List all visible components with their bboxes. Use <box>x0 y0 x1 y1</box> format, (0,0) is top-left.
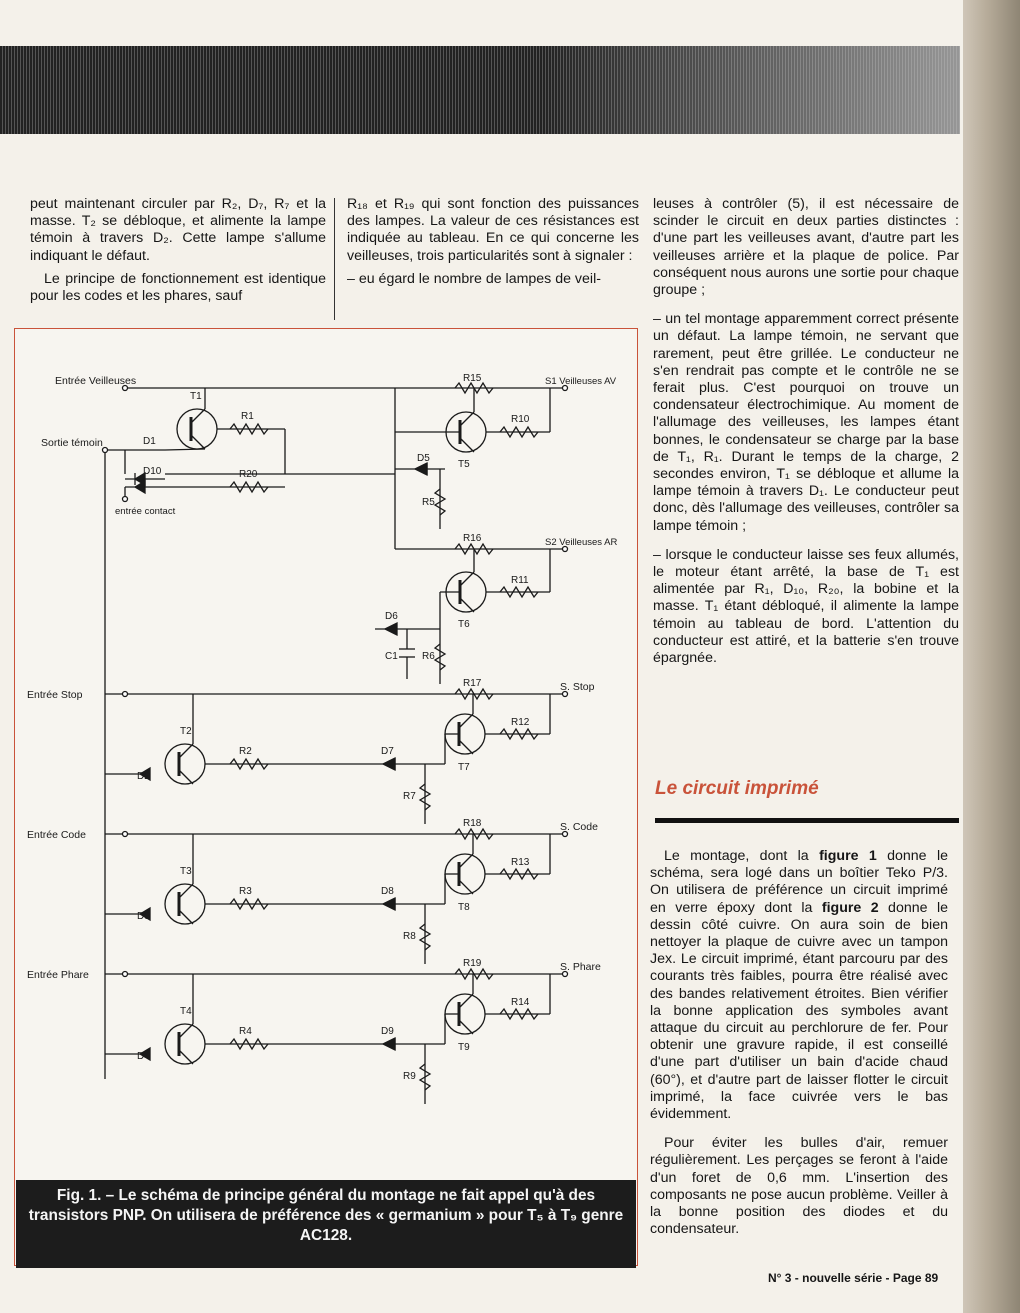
svg-text:T8: T8 <box>458 902 470 913</box>
svg-text:D3: D3 <box>137 911 150 922</box>
svg-text:D1: D1 <box>143 436 156 447</box>
svg-text:R20: R20 <box>239 469 258 480</box>
svg-text:D2: D2 <box>137 771 150 782</box>
label-entree-stop: Entrée Stop <box>27 689 83 701</box>
svg-text:T9: T9 <box>458 1042 470 1053</box>
column-a <box>30 196 326 311</box>
svg-text:D10: D10 <box>143 466 162 477</box>
column-b <box>347 196 639 294</box>
schematic-diagram <box>15 329 639 1267</box>
svg-text:D4: D4 <box>137 1051 150 1062</box>
section-paragraph-2: Pour éviter les bulles d'air, remuer régulièrement. Les perçages se feront à l'aide d'un foret de 0,6 mm. L'insertion des composants ne pose aucun problème. Veiller à la bonne position des diodes et du condensateur. <box>650 1135 948 1238</box>
column-c-paragraph-2: – un tel montage apparemment correct présente un défaut. La lampe témoin, ne servant que rarement, peut être grillée. Le conducteur ne s'en rendrait pas compte et le contrôle ne se ferait plus. C'est pourquoi on trouve un condensateur électrochimique. Au moment de l'allumage des veilleuses, les lampes étant bonnes, le condensateur se charge par la base de T₁, R₁. Durant le temps de la charge, 2 secondes environ, T₁ se débloque et allume la lampe témoin à travers D₁. Le conducteur peut donc, dès l'allumage des veilleuses, contrôler sa lampe témoin ; <box>653 311 959 534</box>
column-divider <box>334 198 335 320</box>
column-b-paragraph-2: – eu égard le nombre de lampes de veil- <box>347 270 601 287</box>
label-s1: S1 Veilleuses AV <box>545 376 617 387</box>
label-sortie-temoin: Sortie témoin <box>41 437 103 449</box>
section-paragraph-1: Le montage, dont la figure 1 donne le schéma, sera logé dans un boîtier Teko P/3. On utilisera de préférence un circuit imprimé en verre époxy dont la figure 2 donne le dessin côté cuivre. On aura soin de bien nettoyer la plaque de cuivre avec un tampon Jex. Le circuit imprimé, étant parcouru par des courants très faibles, pourra être réalisé avec des bandes relativement étroites. Bien vérifier la bonne application des symboles avant attaque du circuit au perchlorure de fer. Pour obtenir une gravure rapide, il est conseillé d'une part d'utiliser un bain d'acide chaud (60°), et d'autre part de laisser flotter le circuit imprimé, la face cuivrée vers le bas évidemment. <box>650 848 948 1123</box>
svg-text:R10: R10 <box>511 414 530 425</box>
svg-text:R2: R2 <box>239 746 252 757</box>
figure-caption: Fig. 1. – Le schéma de principe général du montage ne fait appel qu'à des transistors PNP. On utilisera de préférence des « germanium » pour T₅ à T₉ genre AC128. <box>16 1180 636 1268</box>
svg-text:R9: R9 <box>403 1071 416 1082</box>
svg-text:D6: D6 <box>385 611 398 622</box>
label-s-phare: S. Phare <box>560 961 601 973</box>
label-s-stop: S. Stop <box>560 681 595 693</box>
svg-text:R13: R13 <box>511 857 530 868</box>
svg-text:R11: R11 <box>511 575 529 586</box>
page-spine <box>963 0 1020 1313</box>
svg-text:R18: R18 <box>463 818 482 829</box>
svg-text:T7: T7 <box>458 762 470 773</box>
column-c-paragraph-1: leuses à contrôler (5), il est nécessaire de scinder le circuit en deux parties distinctes : d'une part les veilleuses avant, d'autre part les veilleuses arrière et la plaque de police. Par conséquent nous aurons une sortie pour chaque groupe ; <box>653 196 959 299</box>
column-c <box>653 196 959 673</box>
header-band <box>0 46 960 134</box>
svg-text:T2: T2 <box>180 726 192 737</box>
svg-text:R5: R5 <box>422 497 435 508</box>
svg-text:T6: T6 <box>458 619 470 630</box>
svg-text:C1: C1 <box>385 651 398 662</box>
column-a-paragraph-1: peut maintenant circuler par R₂, D₇, R₇ et la masse. T₂ se débloque, et alimente la lampe témoin à travers D₂. Cette lampe s'allume indiquant le défaut. <box>30 196 326 264</box>
svg-text:R4: R4 <box>239 1026 252 1037</box>
svg-text:R15: R15 <box>463 373 482 384</box>
svg-text:D9: D9 <box>381 1026 394 1037</box>
svg-text:R7: R7 <box>403 791 416 802</box>
column-d <box>650 848 948 1244</box>
svg-text:T3: T3 <box>180 866 192 877</box>
column-c-paragraph-3: – lorsque le conducteur laisse ses feux allumés, le moteur étant arrêté, la base de T₁ est alimentée par R₁, D₁₀, R₂₀, la bobine et la masse. T₁ étant débloqué, il alimente la lampe témoin au tableau de bord. L'attention du conducteur est attiré, et la batterie s'en trouve épargnée. <box>653 546 959 667</box>
section-rule <box>655 818 959 823</box>
svg-text:R8: R8 <box>403 931 416 942</box>
svg-text:T5: T5 <box>458 459 470 470</box>
svg-text:R12: R12 <box>511 717 530 728</box>
svg-text:R16: R16 <box>463 533 482 544</box>
page-footer: N° 3 - nouvelle série - Page 89 <box>768 1271 939 1285</box>
svg-text:T4: T4 <box>180 1006 192 1017</box>
column-a-paragraph-2: Le principe de fonctionnement est identique pour les codes et les phares, sauf <box>30 270 326 305</box>
svg-text:D5: D5 <box>417 453 430 464</box>
label-entree-contact: entrée contact <box>115 506 176 517</box>
svg-text:R17: R17 <box>463 678 482 689</box>
svg-text:D8: D8 <box>381 886 394 897</box>
label-s2: S2 Veilleuses AR <box>545 537 618 548</box>
label-entree-veilleuses: Entrée Veilleuses <box>55 375 137 387</box>
label-s-code: S. Code <box>560 821 598 833</box>
schematic-figure <box>14 328 638 1266</box>
svg-text:R19: R19 <box>463 958 482 969</box>
svg-text:R6: R6 <box>422 651 435 662</box>
svg-text:R1: R1 <box>241 411 254 422</box>
section-title: Le circuit imprimé <box>655 778 819 799</box>
svg-text:R14: R14 <box>511 997 530 1008</box>
svg-text:D7: D7 <box>381 746 394 757</box>
column-b-paragraph-1: R₁₈ et R₁₉ qui sont fonction des puissances des lampes. La valeur de ces résistances est indiquée au tableau. En ce qui concerne les veilleuses, trois particularités sont à signaler : <box>347 196 639 264</box>
svg-text:R3: R3 <box>239 886 252 897</box>
label-entree-phare: Entrée Phare <box>27 969 89 981</box>
svg-text:T1: T1 <box>190 391 202 402</box>
label-entree-code: Entrée Code <box>27 829 86 841</box>
